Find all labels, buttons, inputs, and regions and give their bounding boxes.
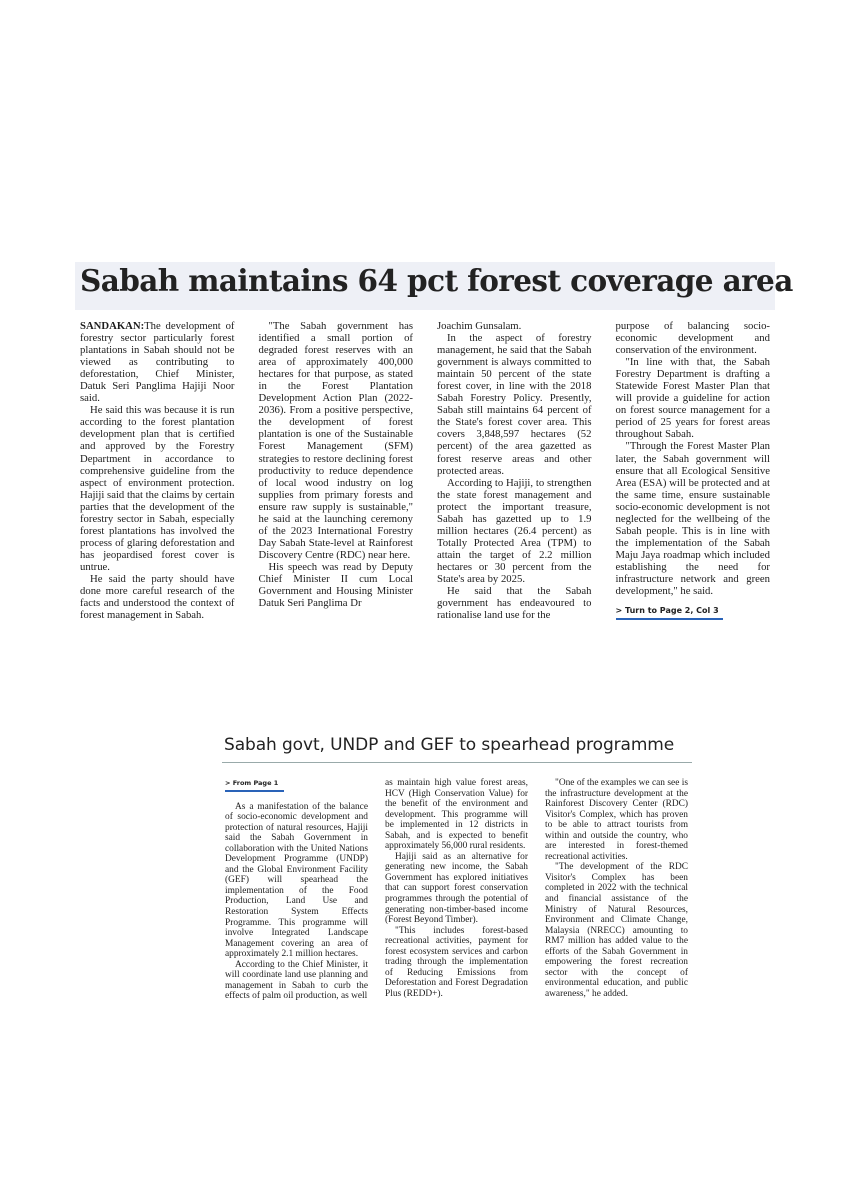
- second-article-paragraph: as maintain high value forest areas, HCV (High Conservation Value) for the benefit of the environment and development. This programme will be implemented in 12 districts in Sabah, and is expected to benefit approximately 56,000 rural residents.: [385, 778, 528, 852]
- main-article-body: [80, 320, 770, 621]
- main-article-paragraph: "The Sabah government has identified a small portion of degraded forest reserves with an area of approximately 400,000 hectares for that purpose, as stated in the Forest Plantation Development Action Plan (2022-2036). From a positive perspective, the development of forest plantation is one of the Sustainable Forest Management (SFM) strategies to restore declining forest productivity to reduce dependence of local wood industry on log supplies from primary forests and ensure raw supply is sustainable," he said at the launching ceremony of the 2023 International Forestry Day Sabah State-level at Rainforest Discovery Centre (RDC) near here.: [258, 320, 413, 561]
- main-article-column-4: [616, 320, 771, 621]
- main-article-column-3: [437, 320, 592, 621]
- main-article-column-2: [259, 320, 414, 621]
- second-article-column-2: [385, 778, 528, 1002]
- main-article-paragraph: purpose of balancing socio-economic development and conservation of the environment.: [615, 320, 770, 357]
- second-article-column-1: [225, 778, 368, 1002]
- main-article-paragraph: Joachim Gunsalam.: [437, 320, 522, 332]
- second-article-column-3: [545, 778, 688, 1002]
- second-article-paragraph: "The development of the RDC Visitor's Complex has been completed in 2022 with the technical and financial assistance of the Ministry of Natural Resources, Environment and Climate Change, Malaysia (NRECC) amounting to RM7 million has added value to the efforts of the Sabah Government in empowering the forest recreation sector with the concept of environmental education, and public awareness," he added.: [545, 862, 688, 999]
- second-headline: Sabah govt, UNDP and GEF to spearhead programme: [224, 735, 675, 755]
- second-article-paragraph: As a manifestation of the balance of socio-economic development and protection of natural resources, Hajiji said the Sabah Government in collaboration with the United Nations Development Programme (UNDP) and the Global Environment Facility (GEF) will spearhead the implementation of the Food Production, Land Use and Restoration System Effects Programme. This programme will involve Integrated Landscape Management covering an area of approximately 2.1 million hectares.: [225, 801, 368, 960]
- dateline: SANDAKAN:: [80, 320, 145, 332]
- main-article-paragraph: He said that the Sabah government has endeavoured to rationalise land use for the: [437, 585, 592, 622]
- main-article-column-1: [80, 320, 235, 621]
- main-article-paragraph: According to Hajiji, to strengthen the state forest management and protect the important treasure, Sabah has gazetted up to 1.9 million hectares (26.4 percent) as Totally Protected Area (TPM) to attain the target of 2.2 million hectares or 30 percent from the State's area by 2025.: [437, 476, 592, 585]
- main-article-paragraph: His speech was read by Deputy Chief Minister II cum Local Government and Housing Minister Datuk Seri Panglima Dr: [258, 560, 413, 610]
- second-article-body: [225, 778, 688, 1002]
- from-page-label: > From Page 1: [225, 778, 284, 792]
- second-article-paragraph: "This includes forest-based recreational activities, payment for forest ecosystem services and carbon trading through the implementation of Reducing Emissions from Deforestation and Forest Degradation Plus (REDD+).: [385, 925, 528, 999]
- second-article-paragraph: Hajiji said as an alternative for generating new income, the Sabah Government has explored initiatives that can support forest conservation programmes through the potential of generating non-timber-based income (Forest Beyond Timber).: [385, 851, 528, 926]
- second-article-paragraph: "One of the examples we can see is the infrastructure development at the Rainforest Discovery Center (RDC) Visitor's Complex, which has proven to be able to attract tourists from within and outside the country, who are interested in forest-themed recreational activities.: [545, 778, 688, 862]
- main-article-paragraph: SANDAKAN:The development of forestry sector particularly forest plantations in Sabah should not be viewed as contributing to deforestation, Chief Minister, Datuk Seri Panglima Hajiji Noor said.: [80, 320, 235, 405]
- continuation-label: > Turn to Page 2, Col 3: [616, 605, 723, 620]
- main-headline: Sabah maintains 64 pct forest coverage area: [80, 263, 793, 298]
- main-article-paragraph: He said the party should have done more careful research of the facts and understood the context of forest management in Sabah.: [80, 572, 235, 622]
- second-article-paragraph: According to the Chief Minister, it will coordinate land use planning and management in Sabah to curb the effects of palm oil production, as well: [225, 959, 368, 1002]
- main-article-paragraph: "Through the Forest Master Plan later, the Sabah government will ensure that all Ecological Sensitive Area (ESA) will be protected and at the same time, ensure sustainable socio-economic development is not neglected for the wellbeing of the Sabah people. This is in line with the implementation of the Sabah Maju Jaya roadmap which included establishing the need for infrastructure network and green development," he said.: [615, 440, 770, 598]
- main-article-paragraph: In the aspect of forestry management, he said that the Sabah government is always committed to maintain 50 percent of the state forest cover, in line with the 2018 Sabah Forestry Policy. Presently, Sabah still maintains 64 percent of the State's forest cover area. This covers 3,848,597 hectares (52 percent) of the area gazetted as forest reserve areas and other protected areas.: [437, 332, 592, 477]
- headline-divider: [222, 762, 692, 763]
- main-article-paragraph: "In line with that, the Sabah Forestry Department is drafting a Statewide Forest Master Plan that will provide a guideline for action on forest source management for a period of 25 years for forest areas throughout Sabah.: [615, 356, 770, 441]
- main-article-paragraph: He said this was because it is run according to the forest plantation development plan that is certified and approved by the Forestry Department in accordance to comprehensive guideline from the aspect of environment protection. Hajiji said that the claims by certain parties that the development of the forestry sector in Sabah, especially forest plantations has involved the process of glaring deforestation and has jeopardised forest cover is untrue.: [80, 404, 235, 573]
